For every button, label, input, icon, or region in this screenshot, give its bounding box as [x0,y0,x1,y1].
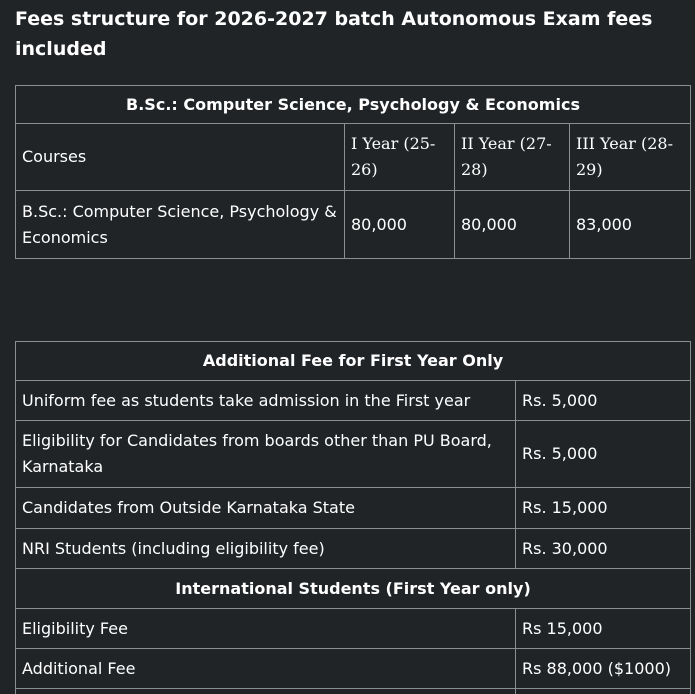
year-3-fee-cell: 83,000 [570,191,691,259]
table-row [16,529,691,569]
additional-fee-title: Additional Fee for First Year Only [16,342,691,381]
additional-fee-table [15,341,691,694]
fee-amount: Rs. 15,000 [516,488,691,529]
fee-label: Eligibility Fee [16,609,516,649]
course-name-cell: B.Sc.: Computer Science, Psychology & Economics [16,191,345,259]
table-row [16,488,691,529]
table-row [16,609,691,649]
table-row [16,421,691,488]
page-heading: Fees structure for 2026-2027 batch Autonomous Exam fees included [15,8,653,60]
column-header-courses: Courses [16,124,345,191]
table-row [16,689,691,694]
fee-label: Candidates from Outside Karnataka State [16,488,516,529]
fee-label: Uniform fee as students take admission in the First year [16,381,516,421]
year-1-fee-cell: 80,000 [345,191,455,259]
fee-amount [516,689,691,694]
year-2-fee-cell: 80,000 [455,191,570,259]
fee-amount: Rs 15,000 [516,609,691,649]
fee-label: Eligibility for Candidates from boards other than PU Board, Karnataka [16,421,516,488]
fee-amount: Rs. 30,000 [516,529,691,569]
table-row [16,381,691,421]
column-header-year-1: I Year (25-26) [345,124,455,191]
fee-amount: Rs. 5,000 [516,421,691,488]
international-students-title: International Students (First Year only) [16,569,691,609]
column-header-year-2: II Year (27-28) [455,124,570,191]
course-fee-table [15,85,691,259]
table-row [16,649,691,689]
fee-label: NRI Students (including eligibility fee) [16,529,516,569]
fee-label [16,689,516,694]
fee-label: Additional Fee [16,649,516,689]
course-table-title: B.Sc.: Computer Science, Psychology & Economics [16,86,691,124]
column-header-year-3: III Year (28-29) [570,124,691,191]
fee-amount: Rs 88,000 ($1000) [516,649,691,689]
fee-amount: Rs. 5,000 [516,381,691,421]
